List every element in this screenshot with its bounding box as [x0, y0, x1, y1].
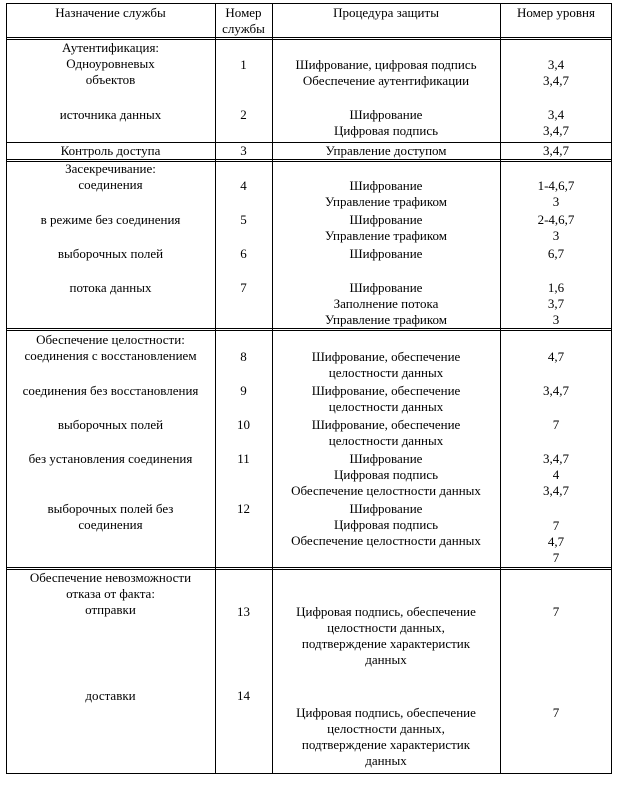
section-integrity-protection-procedure-cell-line: Обеспечение целостности данных	[291, 483, 481, 498]
section-confidentiality-protection-procedure-cell-line: Заполнение потока	[333, 296, 439, 311]
section-non-repudiation-protection-procedure-cell-line: целостности данных,	[327, 721, 445, 736]
section-authentication-level-number-cell-line: 3,4	[547, 107, 565, 122]
section-confidentiality-protection-procedure-cell-line: Управление трафиком	[324, 194, 448, 209]
section-authentication-level-number-cell	[500, 107, 612, 139]
section-integrity-service-number-cell	[215, 501, 272, 517]
section-integrity-service-number-cell-line: 12	[237, 501, 250, 516]
section-integrity-level-number-cell-line: 4,7	[547, 349, 565, 364]
section-non-repudiation-level-number-cell	[500, 604, 612, 620]
section-confidentiality-level-number-cell-line: 3,7	[547, 296, 565, 311]
section-access-control-protection-procedure-cell	[272, 143, 500, 159]
section-non-repudiation-service-purpose-cell	[6, 570, 215, 618]
header-service-number-line: службы	[222, 21, 265, 36]
section-integrity-service-purpose-cell-line: Обеспечение целостности:	[36, 332, 185, 347]
section-confidentiality-level-number-cell	[500, 246, 612, 262]
section-confidentiality-service-purpose-cell-line: потока данных	[69, 280, 152, 295]
section-integrity-protection-procedure-cell-line: Шифрование, обеспечение	[311, 383, 461, 398]
section-integrity-protection-procedure-cell-line: Цифровая подпись	[333, 517, 439, 532]
section-confidentiality-level-number-cell	[500, 280, 612, 328]
section-confidentiality-service-number-cell-line: 5	[240, 212, 247, 227]
section-authentication-service-number-cell-line: 1	[240, 57, 247, 72]
section-integrity-service-purpose-cell-line: соединения	[78, 517, 143, 532]
section-non-repudiation-protection-procedure-cell-line: данных	[365, 652, 407, 667]
section-authentication-protection-procedure-cell	[272, 107, 500, 139]
section-integrity-level-number-cell	[500, 349, 612, 365]
section-confidentiality-service-purpose-cell	[6, 280, 215, 296]
section-integrity-service-number-cell-line: 10	[237, 417, 250, 432]
section-integrity-service-purpose-cell-line: без установления соединения	[28, 451, 193, 466]
section-access-control-service-purpose-cell	[6, 143, 215, 159]
section-integrity-level-number-cell-line: 7	[552, 518, 560, 533]
section-confidentiality-level-number-cell-line: 3	[552, 194, 560, 209]
section-authentication-protection-procedure-cell-line: Обеспечение аутентификации	[302, 73, 470, 88]
section-confidentiality-level-number-cell	[500, 178, 612, 210]
section-non-repudiation-protection-procedure-cell	[272, 705, 500, 769]
section-confidentiality-protection-procedure-cell-line: Управление трафиком	[324, 228, 448, 243]
section-confidentiality-service-number-cell-line: 4	[240, 178, 247, 193]
section-integrity-level-number-cell-line: 7	[552, 550, 560, 565]
section-integrity-protection-procedure-cell-line: Цифровая подпись	[333, 467, 439, 482]
section-confidentiality-level-number-cell-line: 1,6	[547, 280, 565, 295]
section-integrity-level-number-cell-line: 7	[552, 417, 560, 432]
header-service-number	[215, 5, 272, 37]
header-service-purpose-line: Назначение службы	[55, 5, 166, 20]
section-integrity-protection-procedure-cell-line: Шифрование, обеспечение	[311, 417, 461, 432]
section-integrity-protection-procedure-cell-line: Шифрование, обеспечение	[311, 349, 461, 364]
section-integrity-service-purpose-cell-line: соединения с восстановлением	[24, 348, 197, 363]
section-integrity-service-number-cell	[215, 417, 272, 433]
section-integrity-service-number-cell-line: 9	[240, 383, 247, 398]
section-integrity-protection-procedure-cell	[272, 451, 500, 499]
section-integrity-protection-procedure-cell-line: Шифрование	[349, 501, 423, 516]
section-integrity-service-purpose-cell	[6, 332, 215, 364]
section-non-repudiation-protection-procedure-cell-line: целостности данных,	[327, 620, 445, 635]
section-integrity-protection-procedure-cell	[272, 349, 500, 381]
section-access-control-level-number-cell	[500, 143, 612, 159]
section-confidentiality-protection-procedure-cell	[272, 246, 500, 262]
section-authentication-level-number-cell-line: 3,4	[547, 57, 565, 72]
section-confidentiality-protection-procedure-cell	[272, 178, 500, 210]
section-non-repudiation-service-purpose-cell-line: Обеспечение невозможности	[29, 570, 192, 585]
section-integrity-protection-procedure-cell-line: целостности данных	[328, 433, 444, 448]
row-divider	[6, 3, 612, 4]
section-access-control-service-number-cell-line: 3	[240, 143, 247, 158]
section-confidentiality-protection-procedure-cell-line: Управление трафиком	[324, 312, 448, 327]
section-authentication-protection-procedure-cell	[272, 57, 500, 89]
section-non-repudiation-service-number-cell-line: 13	[237, 604, 250, 619]
section-non-repudiation-service-purpose-cell-line: отказа от факта:	[66, 586, 155, 601]
section-confidentiality-service-purpose-cell	[6, 161, 215, 193]
header-service-purpose	[6, 5, 215, 21]
section-integrity-level-number-cell-line: 3,4,7	[543, 451, 569, 466]
section-integrity-service-purpose-cell	[6, 383, 215, 399]
section-non-repudiation-service-purpose-cell-line: доставки	[85, 688, 136, 703]
section-non-repudiation-protection-procedure-cell	[272, 604, 500, 668]
section-authentication-service-purpose-cell	[6, 40, 215, 88]
section-confidentiality-level-number-cell-line: 6,7	[547, 246, 565, 261]
section-integrity-service-number-cell	[215, 383, 272, 399]
section-integrity-service-purpose-cell	[6, 501, 215, 533]
section-confidentiality-protection-procedure-cell-line: Шифрование	[349, 246, 423, 261]
section-non-repudiation-protection-procedure-cell-line: данных	[365, 753, 407, 768]
section-confidentiality-level-number-cell-line: 3	[552, 228, 560, 243]
section-integrity-service-purpose-cell-line: выборочных полей без	[47, 501, 174, 516]
header-level-number	[500, 5, 612, 21]
section-confidentiality-protection-procedure-cell-line: Шифрование	[349, 280, 423, 295]
section-integrity-level-number-cell	[500, 417, 612, 433]
section-authentication-service-number-cell	[215, 57, 272, 73]
header-service-number-line: Номер	[225, 5, 262, 20]
section-non-repudiation-protection-procedure-cell-line: Цифровая подпись, обеспечение	[296, 604, 476, 619]
section-integrity-level-number-cell-line: 4	[552, 467, 560, 482]
section-authentication-protection-procedure-cell-line: Цифровая подпись	[333, 123, 439, 138]
section-authentication-service-number-cell-line: 2	[240, 107, 247, 122]
section-integrity-service-purpose-cell	[6, 417, 215, 433]
section-integrity-service-purpose-cell-line: соединения без восстановления	[22, 383, 199, 398]
section-authentication-service-purpose-cell-line: Одноуровневых	[66, 56, 155, 71]
section-confidentiality-protection-procedure-cell	[272, 212, 500, 244]
section-non-repudiation-protection-procedure-cell-line: подтверждение характеристик	[301, 737, 471, 752]
section-non-repudiation-level-number-cell-line: 7	[552, 705, 560, 720]
section-integrity-protection-procedure-cell-line: целостности данных	[328, 399, 444, 414]
section-authentication-level-number-cell-line: 3,4,7	[543, 123, 569, 138]
section-authentication-protection-procedure-cell-line: Шифрование, цифровая подпись	[295, 57, 477, 72]
section-integrity-level-number-cell-line: 3,4,7	[543, 383, 569, 398]
section-access-control-level-number-cell-line: 3,4,7	[543, 143, 569, 158]
section-confidentiality-level-number-cell-line: 2-4,6,7	[537, 212, 575, 227]
section-integrity-level-number-cell-line: 4,7	[547, 534, 565, 549]
section-authentication-level-number-cell	[500, 57, 612, 89]
section-non-repudiation-level-number-cell-line: 7	[552, 604, 560, 619]
section-integrity-service-purpose-cell	[6, 451, 215, 467]
section-confidentiality-service-purpose-cell-line: Засекречивание:	[65, 161, 156, 176]
section-confidentiality-service-number-cell-line: 6	[240, 246, 247, 261]
section-integrity-level-number-cell	[500, 451, 612, 499]
section-non-repudiation-level-number-cell	[500, 705, 612, 721]
security-services-table	[6, 3, 612, 774]
section-non-repudiation-service-number-cell	[215, 688, 272, 704]
section-authentication-protection-procedure-cell-line: Шифрование	[349, 107, 423, 122]
section-confidentiality-protection-procedure-cell-line: Шифрование	[349, 212, 423, 227]
section-integrity-service-number-cell	[215, 451, 272, 467]
section-non-repudiation-protection-procedure-cell-line: подтверждение характеристик	[301, 636, 471, 651]
section-integrity-protection-procedure-cell-line: Шифрование	[349, 451, 423, 466]
section-confidentiality-service-purpose-cell	[6, 212, 215, 228]
section-integrity-level-number-cell	[500, 518, 612, 566]
header-protection-procedure	[272, 5, 500, 21]
section-confidentiality-service-purpose-cell-line: соединения	[78, 177, 143, 192]
section-confidentiality-service-number-cell	[215, 212, 272, 228]
section-confidentiality-service-number-cell	[215, 178, 272, 194]
section-confidentiality-protection-procedure-cell-line: Шифрование	[349, 178, 423, 193]
section-integrity-service-number-cell-line: 8	[240, 349, 247, 364]
section-confidentiality-service-number-cell	[215, 280, 272, 296]
section-confidentiality-service-purpose-cell	[6, 246, 215, 262]
section-confidentiality-service-number-cell-line: 7	[240, 280, 247, 295]
section-confidentiality-protection-procedure-cell	[272, 280, 500, 328]
section-integrity-protection-procedure-cell	[272, 383, 500, 415]
section-authentication-service-purpose-cell-line: источника данных	[59, 107, 162, 122]
section-confidentiality-service-number-cell	[215, 246, 272, 262]
section-confidentiality-service-purpose-cell-line: выборочных полей	[57, 246, 164, 261]
section-integrity-level-number-cell-line: 3,4,7	[543, 483, 569, 498]
section-integrity-level-number-cell	[500, 383, 612, 399]
header-protection-procedure-line: Процедура защиты	[333, 5, 439, 20]
section-access-control-protection-procedure-cell-line: Управление доступом	[325, 143, 447, 158]
section-non-repudiation-service-number-cell	[215, 604, 272, 620]
row-divider	[6, 328, 612, 331]
section-confidentiality-level-number-cell-line: 1-4,6,7	[537, 178, 575, 193]
section-authentication-service-number-cell	[215, 107, 272, 123]
section-non-repudiation-service-number-cell-line: 14	[237, 688, 250, 703]
section-authentication-level-number-cell-line: 3,4,7	[543, 73, 569, 88]
header-level-number-line: Номер уровня	[517, 5, 595, 20]
section-integrity-protection-procedure-cell	[272, 501, 500, 549]
section-non-repudiation-service-purpose-cell-line: отправки	[85, 602, 136, 617]
section-integrity-protection-procedure-cell-line: Обеспечение целостности данных	[291, 533, 481, 548]
section-non-repudiation-service-purpose-cell	[6, 688, 215, 704]
section-confidentiality-service-purpose-cell-line: в режиме без соединения	[40, 212, 181, 227]
section-access-control-service-purpose-cell-line: Контроль доступа	[60, 143, 161, 158]
section-integrity-protection-procedure-cell	[272, 417, 500, 449]
section-integrity-service-number-cell	[215, 349, 272, 365]
section-confidentiality-level-number-cell-line: 3	[552, 312, 560, 327]
section-non-repudiation-protection-procedure-cell-line: Цифровая подпись, обеспечение	[296, 705, 476, 720]
section-access-control-service-number-cell	[215, 143, 272, 159]
section-integrity-service-number-cell-line: 11	[237, 451, 250, 466]
section-authentication-service-purpose-cell-line: объектов	[85, 72, 136, 87]
row-divider	[6, 773, 612, 774]
section-integrity-protection-procedure-cell-line: целостности данных	[328, 365, 444, 380]
section-integrity-service-purpose-cell-line: выборочных полей	[57, 417, 164, 432]
section-confidentiality-level-number-cell	[500, 212, 612, 244]
section-authentication-service-purpose-cell-line: Аутентификация:	[61, 40, 160, 55]
section-authentication-service-purpose-cell	[6, 107, 215, 123]
